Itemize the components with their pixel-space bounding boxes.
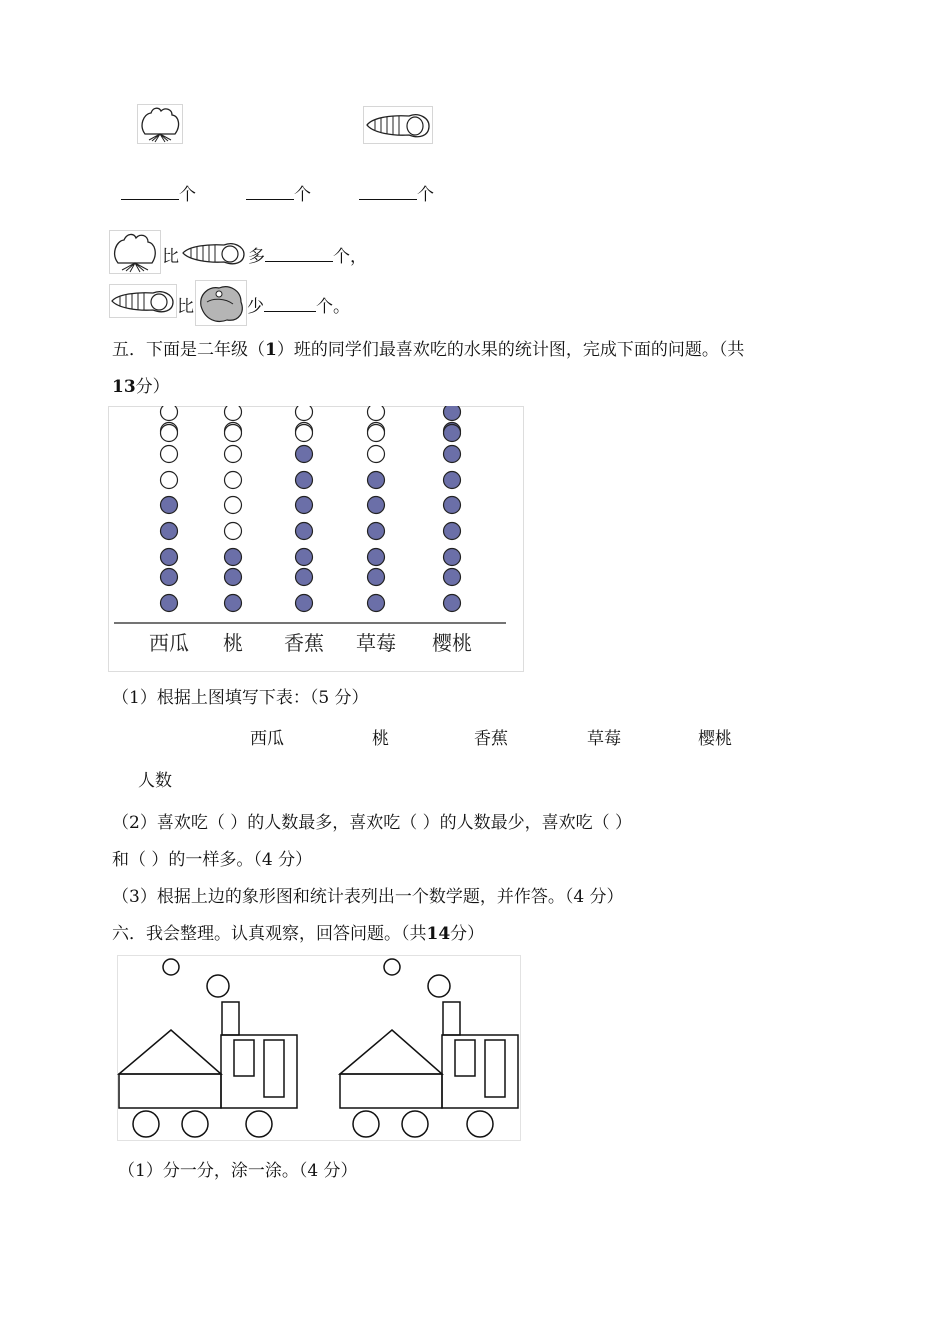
picto-filled-mark: [368, 569, 385, 586]
conch-shell-icon: [180, 236, 248, 270]
count-blank-3[interactable]: [359, 180, 434, 205]
picto-empty-mark: [225, 472, 242, 489]
picto-filled-mark: [444, 595, 461, 612]
picto-empty-mark: [161, 446, 178, 463]
picto-empty-mark: [368, 406, 385, 421]
section6-q1: （1）分一分，涂一涂。（4 分）: [118, 1161, 358, 1181]
picto-filled-mark: [161, 569, 178, 586]
picto-filled-mark: [161, 595, 178, 612]
picto-filled-mark: [368, 523, 385, 540]
picto-filled-mark: [368, 472, 385, 489]
count-suffix: 个: [417, 185, 434, 205]
train-shapes-figure: [117, 955, 521, 1141]
train-right: [340, 959, 518, 1137]
section5-q2-line2: 和（ ）的一样多。（4 分）: [112, 850, 313, 870]
picto-category-label: 草莓: [356, 631, 396, 655]
picto-filled-mark: [368, 497, 385, 514]
count-suffix: 个: [294, 185, 311, 205]
section5-q2-line1: （2）喜欢吃（ ）的人数最多，喜欢吃（ ）的人数最少，喜欢吃（ ）: [112, 813, 633, 833]
picto-filled-mark: [296, 595, 313, 612]
picto-category-label: 西瓜: [149, 631, 189, 655]
compare-blank-2[interactable]: [264, 295, 316, 312]
picto-empty-mark: [161, 472, 178, 489]
picto-category-label: 香蕉: [284, 631, 324, 655]
picto-filled-mark: [296, 472, 313, 489]
picto-empty-mark: [225, 406, 242, 421]
count-blank-1[interactable]: [121, 180, 196, 205]
picto-empty-mark: [225, 446, 242, 463]
section5-title-cont: 13分）: [112, 377, 170, 397]
section5-q3: （3）根据上边的象形图和统计表列出一个数学题，并作答。（4 分）: [112, 887, 624, 907]
scallop-shell-icon: [109, 230, 161, 274]
snail-shell-icon: [195, 280, 247, 326]
picto-filled-mark: [225, 549, 242, 566]
compare-duo: 多: [248, 247, 265, 267]
picto-empty-mark: [296, 425, 313, 442]
picto-empty-mark: [368, 425, 385, 442]
compare-end-1: 个，: [333, 247, 367, 267]
section5-q1: （1）根据上图填写下表：（5 分）: [112, 688, 369, 708]
compare-end-2: 个。: [316, 297, 350, 317]
picto-filled-mark: [368, 595, 385, 612]
table-header-cherry: 樱桃: [698, 729, 732, 749]
picto-filled-mark: [296, 549, 313, 566]
picto-empty-mark: [296, 406, 313, 421]
fruit-pictograph: [108, 406, 524, 672]
count-suffix: 个: [179, 185, 196, 205]
picto-empty-mark: [161, 406, 178, 421]
picto-filled-mark: [444, 569, 461, 586]
table-header-watermelon: 西瓜: [250, 729, 284, 749]
picto-filled-mark: [444, 406, 461, 421]
picto-filled-mark: [296, 523, 313, 540]
picto-filled-mark: [225, 595, 242, 612]
picto-filled-mark: [296, 497, 313, 514]
compare-bi-2: 比: [177, 297, 194, 317]
picto-category-label: 桃: [223, 631, 243, 655]
table-header-strawberry: 草莓: [587, 729, 621, 749]
section6-title: 六．我会整理。认真观察，回答问题。（共14分）: [112, 924, 485, 944]
compare-blank-1[interactable]: [265, 245, 333, 262]
picto-filled-mark: [161, 549, 178, 566]
picto-filled-mark: [161, 523, 178, 540]
picto-filled-mark: [296, 569, 313, 586]
scallop-shell-icon: [137, 104, 183, 144]
section5-title: 五．下面是二年级（1）班的同学们最喜欢吃的水果的统计图，完成下面的问题。（共: [112, 340, 745, 360]
count-blank-2[interactable]: [246, 180, 311, 205]
picto-empty-mark: [225, 425, 242, 442]
picto-empty-mark: [225, 497, 242, 514]
table-header-banana: 香蕉: [474, 729, 508, 749]
table-row-label: 人数: [138, 771, 172, 791]
compare-shao: 少: [247, 297, 264, 317]
picto-category-label: 樱桃: [432, 631, 472, 655]
picto-filled-mark: [225, 569, 242, 586]
table-header-peach: 桃: [372, 729, 389, 749]
picto-filled-mark: [296, 446, 313, 463]
picto-filled-mark: [161, 497, 178, 514]
picto-filled-mark: [368, 549, 385, 566]
picto-filled-mark: [444, 425, 461, 442]
picto-filled-mark: [444, 549, 461, 566]
picto-filled-mark: [444, 523, 461, 540]
conch-shell-icon: [109, 284, 177, 318]
picto-empty-mark: [368, 446, 385, 463]
picto-filled-mark: [444, 497, 461, 514]
picto-filled-mark: [444, 446, 461, 463]
compare-bi-1: 比: [162, 247, 179, 267]
conch-shell-icon: [363, 106, 433, 144]
picto-empty-mark: [161, 425, 178, 442]
picto-filled-mark: [444, 472, 461, 489]
train-left: [119, 959, 297, 1137]
picto-empty-mark: [225, 523, 242, 540]
